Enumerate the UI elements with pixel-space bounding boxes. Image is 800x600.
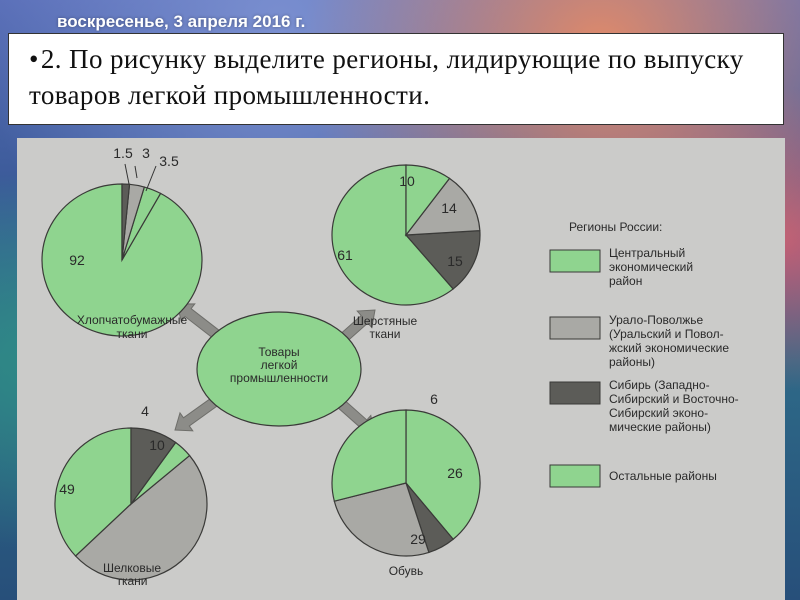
pie3-value-4: 10 bbox=[149, 437, 165, 453]
legend-text-1-2: экономический bbox=[609, 260, 694, 274]
legend-swatch-3 bbox=[550, 382, 600, 404]
bullet: • bbox=[29, 44, 39, 74]
pie1-value-3: 3 bbox=[142, 145, 150, 161]
pie3-title-2: ткани bbox=[116, 574, 148, 588]
centre-label-3: промышленности bbox=[229, 371, 329, 385]
date-label: воскресенье, 3 апреля 2016 г. bbox=[57, 12, 306, 31]
pie1-value-4: 1.5 bbox=[113, 145, 133, 161]
legend-text-2-2: (Уральский и Повол- bbox=[609, 327, 724, 341]
pie1-leader-1 bbox=[146, 166, 156, 191]
pie1-value-1: 92 bbox=[69, 252, 85, 268]
legend-text-4-1: Остальные районы bbox=[609, 469, 717, 483]
pie1-title-2: ткани bbox=[116, 327, 148, 341]
pie4-value-3: 26 bbox=[447, 465, 463, 481]
question-text: 2. По рисунку выделите регионы, лидирующие по выпуску товаров легкой промышленности. bbox=[29, 44, 744, 110]
pie4-value-2: 6 bbox=[430, 391, 438, 407]
legend-text-1-3: район bbox=[609, 274, 643, 288]
textbook-figure bbox=[17, 138, 785, 600]
pie2-value-1: 61 bbox=[337, 247, 353, 263]
pie3-value-2: 49 bbox=[59, 481, 75, 497]
pie2-value-3: 14 bbox=[441, 200, 457, 216]
legend-text-3-4: мические районы) bbox=[609, 420, 711, 434]
pie2-title-1: Шерстяные bbox=[352, 314, 418, 328]
pie1-leader-3 bbox=[125, 164, 129, 184]
legend-swatch-2 bbox=[550, 317, 600, 339]
pie1-leader-2 bbox=[135, 166, 137, 178]
legend-text-3-1: Сибирь (Западно- bbox=[609, 378, 710, 392]
centre-label-2: легкой bbox=[260, 358, 298, 372]
centre-label-1: Товары bbox=[258, 345, 300, 359]
pie4-value-4: 29 bbox=[410, 531, 426, 547]
pie1-title-1: Хлопчатобумажные bbox=[76, 313, 188, 327]
legend-swatch-1 bbox=[550, 250, 600, 272]
legend-text-2-3: жский экономические bbox=[609, 341, 730, 355]
legend-text-3-2: Сибирский и Восточно- bbox=[609, 392, 739, 406]
legend-title: Регионы России: bbox=[569, 220, 663, 234]
pie-charts-figure bbox=[17, 138, 785, 600]
pie3-title-1: Шелковые bbox=[102, 561, 162, 575]
pie2-title-2: ткани bbox=[369, 327, 401, 341]
pie2-value-4: 10 bbox=[399, 173, 415, 189]
question-box bbox=[8, 33, 784, 125]
pie1-value-2: 3.5 bbox=[159, 153, 179, 169]
legend-text-2-1: Урало-Поволжье bbox=[609, 313, 704, 327]
legend-text-2-4: районы) bbox=[609, 355, 655, 369]
pie4-title-1: Обувь bbox=[388, 564, 424, 578]
legend-text-3-3: Сибирский эконо- bbox=[609, 406, 709, 420]
pie2-value-2: 15 bbox=[447, 253, 463, 269]
legend-text-1-1: Центральный bbox=[609, 246, 686, 260]
pie3-value-3: 4 bbox=[141, 403, 149, 419]
legend-swatch-4 bbox=[550, 465, 600, 487]
